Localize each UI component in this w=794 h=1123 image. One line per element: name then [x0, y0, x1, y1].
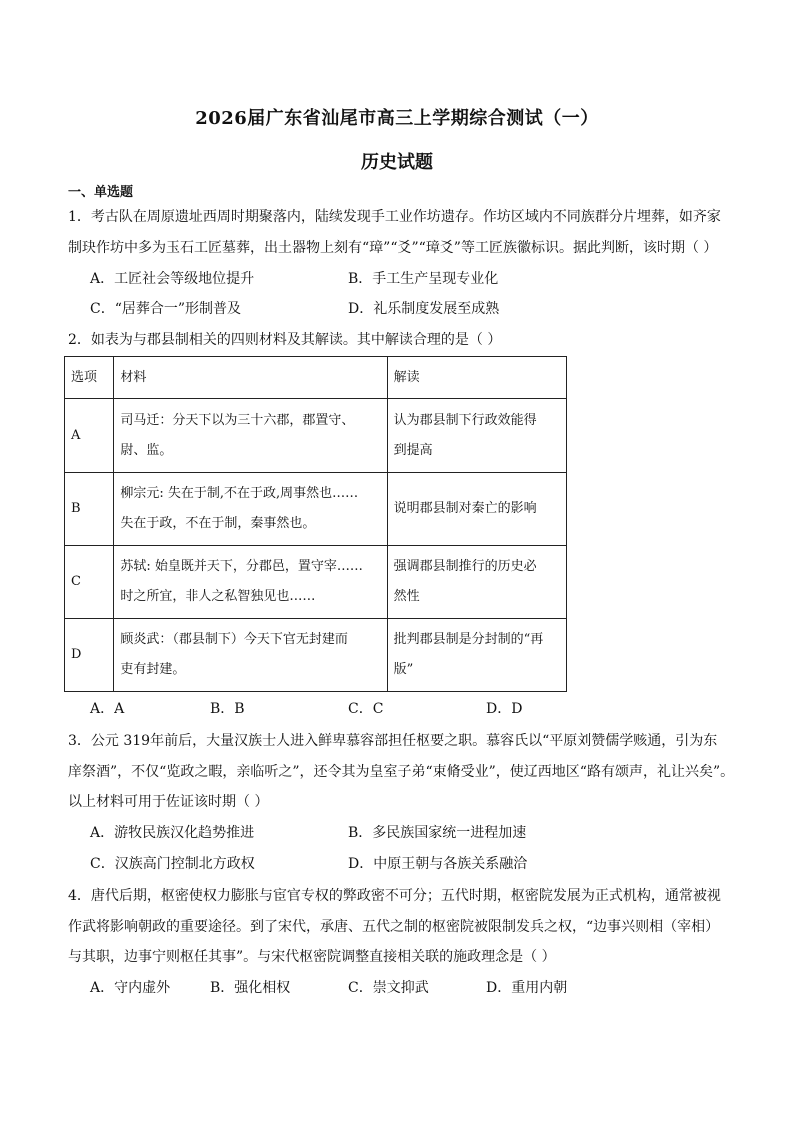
q1-stem-line1: 1．考古队在周原遗址西周时期聚落内，陆续发现手工业作坊遗存。作坊区域内不同族群分片埋葬，如齐家: [68, 209, 721, 225]
q4-option-d: D．重用内朝: [486, 980, 568, 996]
q2-option-b: B．B: [210, 701, 245, 717]
q3-option-b: B．多民族国家统一进程加速: [348, 825, 527, 841]
q4-option-c: C．崇文抑武: [348, 980, 429, 996]
reading-line: 然性: [393, 589, 420, 604]
table-cell-option: C: [65, 546, 114, 619]
table-cell-reading: [387, 546, 566, 619]
table-cell-material: [114, 546, 387, 619]
table-cell-material: [114, 619, 387, 692]
q2-option-c: C．C: [348, 701, 384, 717]
q3-stem-line3: 以上材料可用于佐证该时期（ ）: [68, 794, 269, 810]
q1-option-b: B．手工生产呈现专业化: [348, 271, 499, 287]
q4-option-b: B．强化相权: [210, 980, 291, 996]
table-cell-reading: [387, 399, 566, 473]
table-row: [65, 619, 567, 692]
table-cell-option: A: [65, 399, 114, 473]
q1-option-a: A．工匠社会等级地位提升: [90, 271, 255, 287]
table-cell-reading: [387, 619, 566, 692]
q2-option-a: A．A: [90, 701, 125, 717]
q3-stem-line2: 庠祭酒”，不仅“览政之暇，亲临听之”，还令其为皇室子弟“束脩受业”，使辽西地区“路有颂声，礼让兴矣”。: [68, 764, 735, 780]
q4-stem-line2: 作武将影响朝政的重要途径。到了宋代，承唐、五代之制的枢密院被限制发兵之权，“边事兴则相（宰相）: [68, 919, 720, 935]
q1-option-c: C．“居葬合一”形制普及: [90, 301, 242, 317]
q4-stem-line1: 4．唐代后期，枢密使权力膨胀与宦官专权的弊政密不可分；五代时期，枢密院发展为正式机构，通常被视: [68, 888, 721, 904]
table-header-option: 选项: [65, 357, 114, 399]
section-heading: 一、单选题: [68, 185, 134, 200]
reading-line: 版”: [393, 662, 414, 677]
table-row: [65, 399, 567, 473]
reading-line: 说明郡县制对秦亡的影响: [393, 501, 537, 516]
reading-line: 认为郡县制下行政效能得: [393, 412, 537, 428]
reading-line: 强调郡县制推行的历史必: [393, 559, 537, 574]
exam-subtitle: 历史试题: [361, 152, 433, 173]
material-line: 柳宗元: 失在于制,不在于政,周事然也……: [120, 486, 359, 501]
table-header-material: 材料: [114, 357, 387, 399]
table-row: [65, 473, 567, 546]
table-cell-material: [114, 473, 387, 546]
table-header-row: [65, 357, 567, 399]
q1-option-d: D．礼乐制度发展至成熟: [348, 301, 500, 317]
table-cell-option: D: [65, 619, 114, 692]
material-line: 司马迁：分天下以为三十六郡，郡置守、: [120, 412, 355, 428]
q2-option-d: D．D: [486, 701, 523, 717]
q4-option-a: A．守内虚外: [90, 980, 171, 996]
material-line: 苏轼: 始皇既并天下，分郡邑，置守宰……: [120, 559, 363, 574]
q3-option-a: A．游牧民族汉化趋势推进: [90, 825, 255, 841]
table-header-reading: 解读: [387, 357, 566, 399]
q3-option-c: C．汉族高门控制北方政权: [90, 856, 255, 872]
exam-title: 2026届广东省汕尾市高三上学期综合测试（一）: [195, 108, 599, 129]
reading-line: 到提高: [393, 442, 433, 458]
material-line: 失在于政，不在于制，秦事然也。: [120, 516, 316, 531]
q2-stem: 2．如表为与郡县制相关的四则材料及其解读。其中解读合理的是（ ）: [68, 332, 502, 348]
table-row: [65, 546, 567, 619]
reading-line: 批判郡县制是分封制的“再: [393, 632, 544, 647]
table-cell-reading: [387, 473, 566, 546]
material-line: 时之所宜，非人之私智独见也……: [120, 589, 316, 604]
table-cell-option: B: [65, 473, 114, 546]
q3-stem-line1: 3．公元 319年前后，大量汉族士人进入鲜卑慕容部担任枢要之职。慕容氏以“平原刘赞儒学赅通，引为东: [68, 733, 718, 749]
material-line: 尉、监。: [120, 442, 173, 458]
material-line: 顾炎武：（郡县制下）今天下官无封建而: [120, 632, 348, 647]
material-line: 吏有封建。: [120, 662, 186, 677]
q2-table: [64, 356, 567, 692]
table-cell-material: [114, 399, 387, 473]
q1-stem-line2: 制玦作坊中多为玉石工匠墓葬，出土器物上刻有“璋”“爻”“璋爻”等工匠族徽标识。据此判断，该时期（ ）: [68, 240, 718, 256]
q3-option-d: D．中原王朝与各族关系融洽: [348, 856, 528, 872]
q4-stem-line3: 与其职，边事宁则枢任其事”。与宋代枢密院调整直接相关联的施政理念是（ ）: [68, 949, 556, 965]
